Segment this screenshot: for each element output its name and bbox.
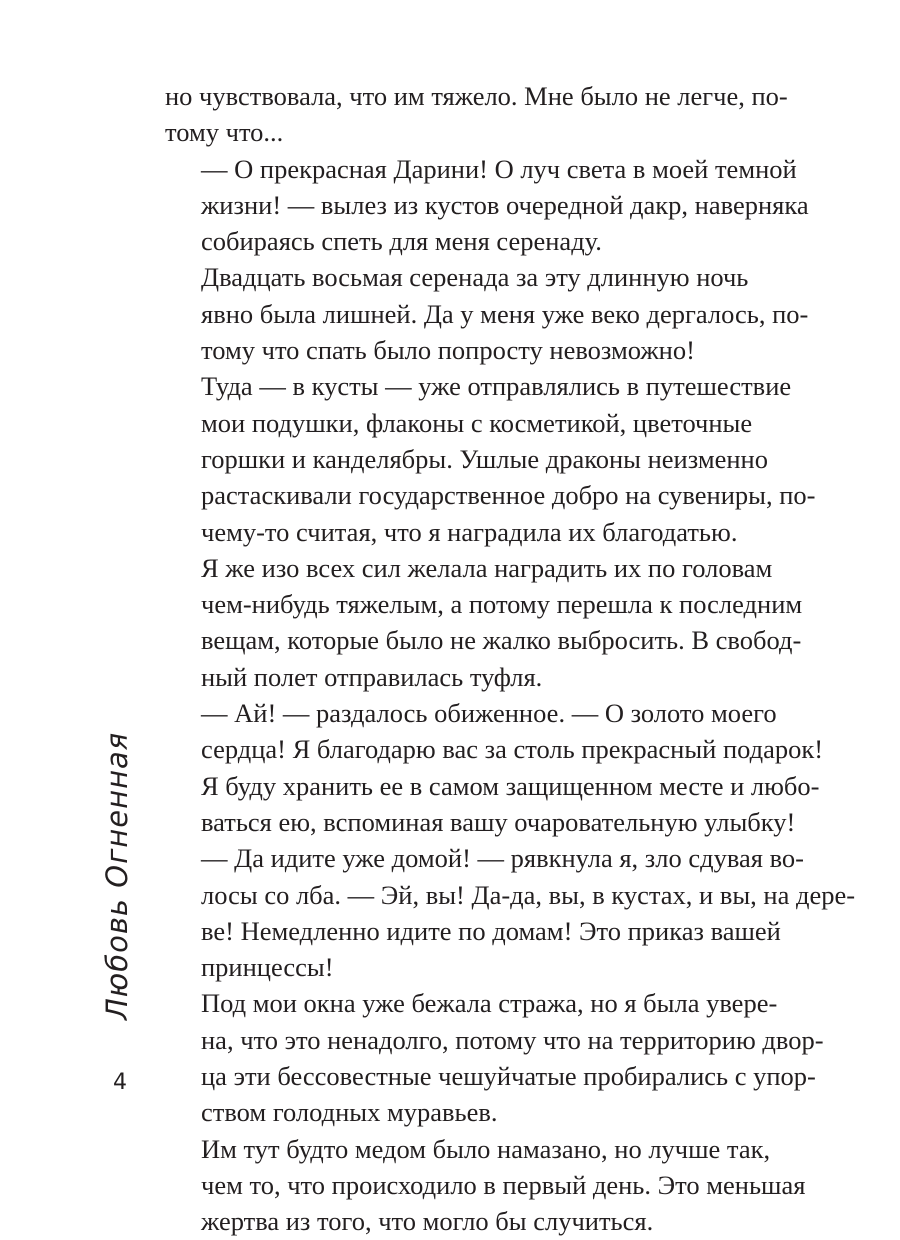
paragraph-3: [165, 259, 809, 368]
text-line: чем-нибудь тяжелым, а потому перешла к последним: [201, 589, 803, 620]
text-line: ством голодных муравьев.: [201, 1097, 498, 1128]
text-line: ца эти бессовестные чешуйчатые пробирались с упор-: [201, 1061, 816, 1092]
text-line: ный полет отправилась туфля.: [201, 661, 543, 692]
text-line: тому что спать было попросту невозможно!: [201, 335, 695, 366]
text-line: Им тут будто медом было намазано, но лучше так,: [201, 1133, 771, 1164]
running-title: Любовь Огненная: [100, 731, 134, 1020]
text-line: Двадцать восьмая серенада за эту длинную ночь: [201, 262, 749, 293]
paragraph-6: [165, 695, 824, 840]
page-number: 4: [113, 1070, 127, 1095]
text-line: — О прекрасная Дарини! О луч света в моей темной: [201, 153, 797, 184]
text-line: лосы со лба. — Эй, вы! Да-да, вы, в кустах, и вы, на дере-: [201, 879, 856, 910]
text-line: принцессы!: [201, 952, 334, 983]
text-line: собираясь спеть для меня серенаду.: [201, 226, 602, 257]
text-line: ваться ею, вспоминая вашу очаровательную улыбку!: [201, 806, 796, 837]
paragraph-1: [165, 78, 788, 151]
paragraph-7: [165, 840, 856, 985]
text-line: ве! Немедленно идите по домам! Это приказ вашей: [201, 915, 781, 946]
text-line: чем то, что происходило в первый день. Это меньшая: [201, 1169, 806, 1200]
text-line: явно была лишней. Да у меня уже веко дергалось, по-: [201, 298, 809, 329]
paragraph-8: [165, 985, 824, 1130]
text-line: Туда — в кусты — уже отправлялись в путешествие: [201, 371, 792, 402]
text-line: Под мои окна уже бежала стража, но я была увере-: [201, 988, 778, 1019]
text-line: сердца! Я благодарю вас за столь прекрасный подарок!: [201, 734, 824, 765]
text-line: — Ай! — раздалось обиженное. — О золото моего: [201, 698, 777, 729]
text-line: но чувствовала, что им тяжело. Мне было не легче, по-: [165, 81, 788, 111]
text-line: горшки и канделябры. Ушлые драконы неизменно: [201, 443, 768, 474]
text-line: Я же изо всех сил желала наградить их по головам: [201, 552, 773, 583]
text-line: жизни! — вылез из кустов очередной дакр, наверняка: [201, 189, 809, 220]
text-line: чему-то считая, что я наградила их благодатью.: [201, 516, 738, 547]
paragraph-5: [165, 550, 803, 695]
text-line: Я буду хранить ее в самом защищенном месте и любо-: [201, 770, 820, 801]
page-body-text: [165, 78, 856, 1240]
text-line: на, что это ненадолго, потому что на территорию двор-: [201, 1024, 824, 1055]
text-line: тому что...: [165, 117, 284, 148]
text-line: вещам, которые было не жалко выбросить. В свобод-: [201, 625, 802, 656]
text-line: растаскивали государственное добро на сувениры, по-: [201, 480, 816, 511]
text-line: — Да идите уже домой! — рявкнула я, зло сдувая во-: [201, 843, 805, 874]
text-line: жертва из того, что могло бы случиться.: [201, 1206, 654, 1237]
text-line: мои подушки, флаконы с косметикой, цветочные: [201, 407, 753, 438]
paragraph-9: [165, 1131, 806, 1240]
paragraph-4: [165, 368, 816, 549]
paragraph-2: [165, 151, 809, 260]
